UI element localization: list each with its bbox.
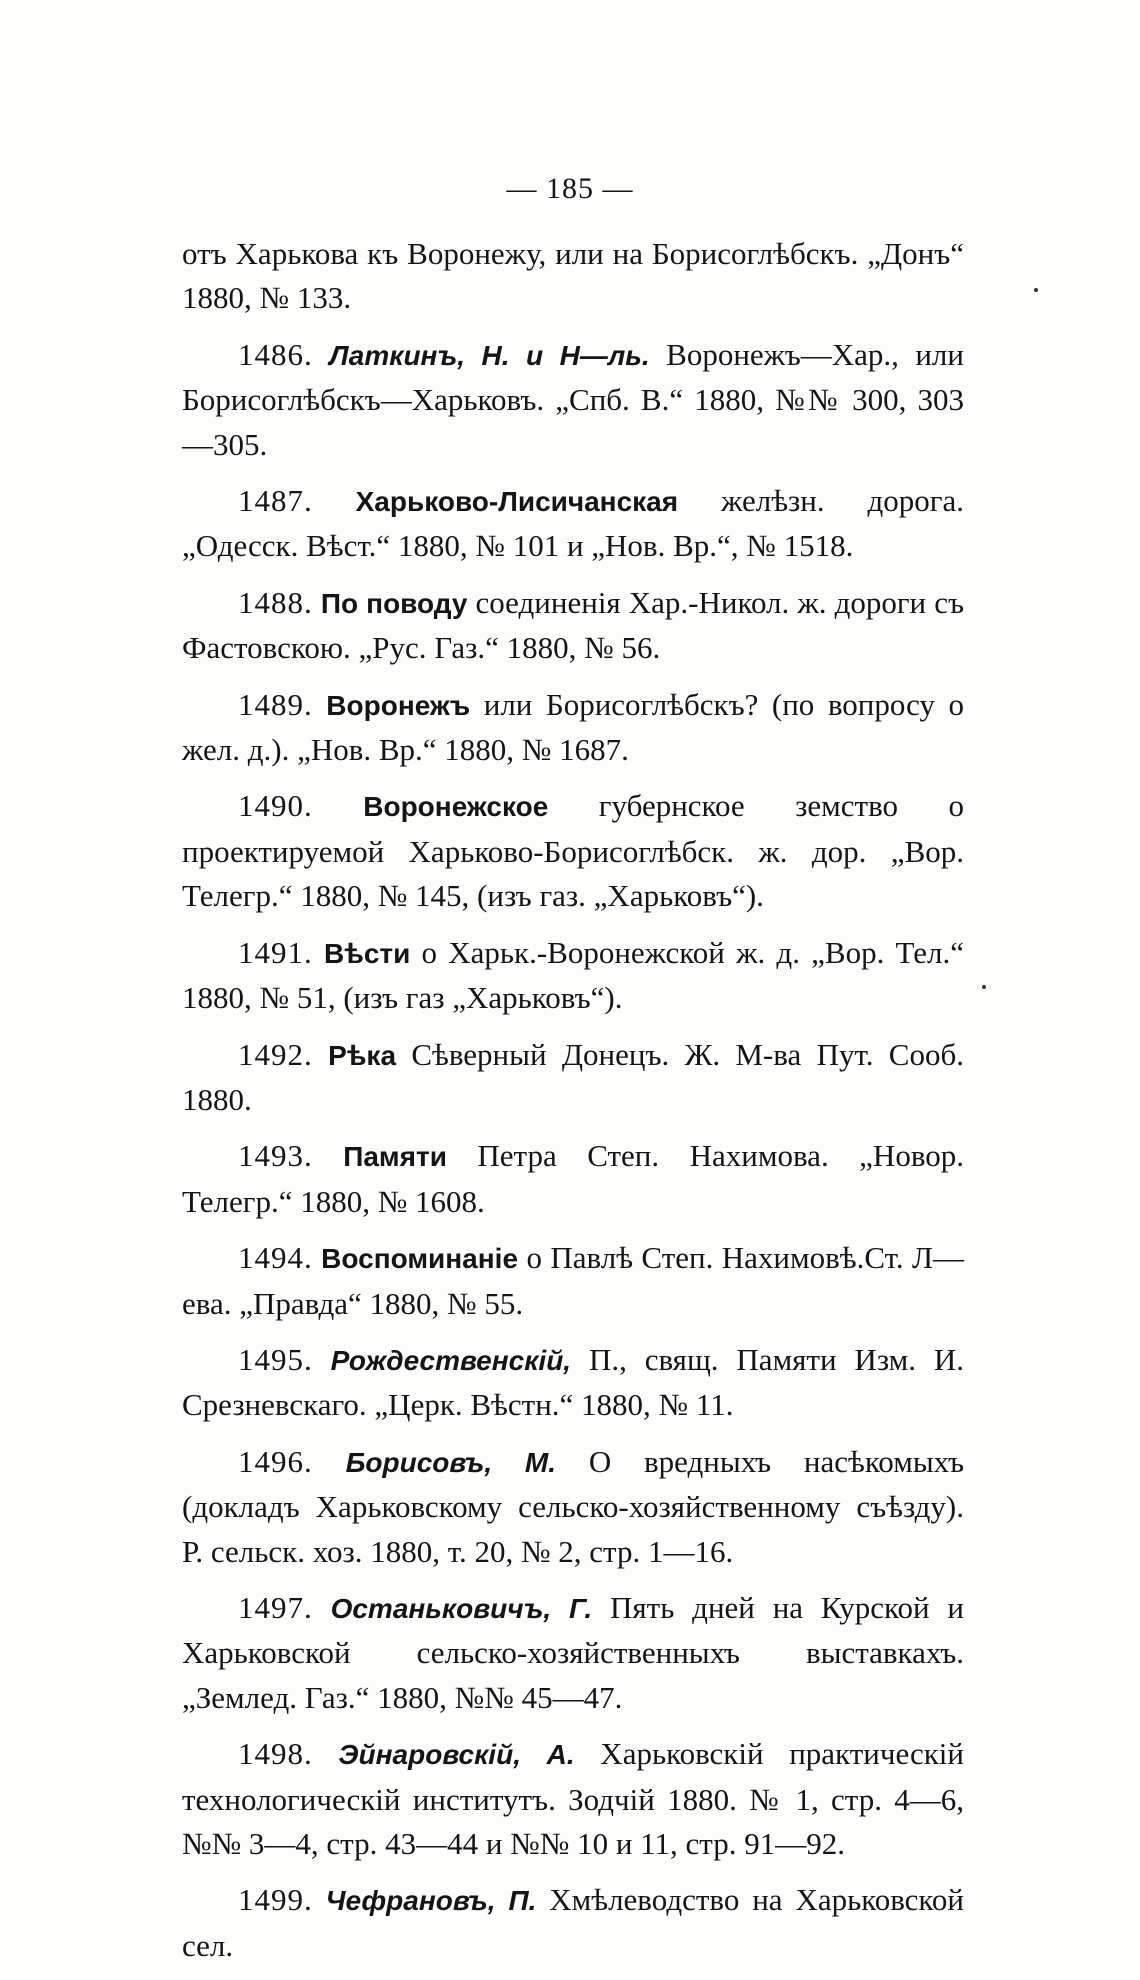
entry-text: Сѣверный Донецъ. Ж. М-ва Пут. Сооб. 1880.	[182, 1036, 964, 1117]
entry-text: или Борисоглѣбскъ? (по вопросу о жел. д.). „Нов. Вр.“ 1880, № 1687.	[182, 686, 964, 768]
entry-1487	[182, 479, 964, 569]
bibliography-text	[182, 232, 964, 1980]
entry-number: 1490.	[238, 788, 313, 824]
entry-number: 1495.	[238, 1341, 313, 1377]
entry-1499	[182, 1878, 964, 1968]
entry-1491	[182, 931, 964, 1021]
entry-1498	[182, 1732, 964, 1866]
entry-text: соединенія Хар.-Никол. ж. дороги съ Фастовскою. „Рус. Газ.“ 1880, № 56.	[182, 584, 965, 666]
entry-1490	[182, 784, 964, 918]
entry-author: Латкинъ, Н. и Н—ль.	[329, 339, 650, 371]
entry-text: о Павлѣ Степ. Нахимовѣ.Ст. Л—ева. „Правда“ 1880, № 55.	[182, 1240, 964, 1321]
entry-number: 1486.	[238, 336, 313, 372]
entry-lead: Харьково-Лисичанская	[355, 486, 679, 518]
entry-author: Эйнаровскій, А.	[338, 1739, 575, 1771]
entry-text: губернское земство о проектируемой Харьково-Борисоглѣбск. ж. дор. „Вор. Телегр.“ 1880, № 145, (изъ газ. „Харьковъ“).	[182, 788, 965, 914]
scan-speck	[1034, 288, 1038, 292]
entry-number: 1496.	[238, 1443, 313, 1479]
entry-lead: По поводу	[320, 587, 468, 619]
entry-number: 1487.	[238, 483, 313, 519]
entry-text: Воронежъ—Хар., или Борисоглѣбскъ—Харьковъ. „Спб. В.“ 1880, №№ 300, 303—305.	[182, 336, 964, 462]
entry-text: Харьковскій практическій технологическій институтъ. Зодчій 1880. № 1, стр. 4—6, №№ 3—4, стр. 43—44 и №№ 10 и 11, стр. 91—92.	[182, 1736, 964, 1861]
entry-lead: Воспоминаніе	[321, 1243, 519, 1275]
entry-1497	[182, 1586, 964, 1720]
entry-text: Петра Степ. Нахимова. „Новор. Телегр.“ 1880, № 1608.	[182, 1138, 964, 1219]
scan-speck	[982, 985, 986, 989]
entry-number: 1498.	[238, 1736, 313, 1772]
entry-number: 1493.	[238, 1138, 313, 1174]
entry-text: желѣзн. дорога. „Одесск. Вѣст.“ 1880, № 101 и „Нов. Вр.“, № 1518.	[182, 483, 964, 564]
entry-number: 1489.	[238, 686, 313, 722]
entry-number: 1491.	[238, 934, 313, 970]
entry-text: П., свящ. Памяти Изм. И. Срезневскаго. „Церк. Вѣстн.“ 1880, № 11.	[182, 1341, 964, 1423]
entry-number: 1499.	[238, 1882, 313, 1918]
entry-text: о Харьк.-Воронежской ж. д. „Вор. Тел.“ 1880, № 51, (изъ газ „Харьковъ“).	[182, 934, 965, 1016]
entry-author: Чефрановъ, П.	[325, 1885, 537, 1917]
entry-lead: Рѣка	[328, 1039, 397, 1071]
entry-lead: Вѣсти	[323, 937, 411, 969]
entry-1488	[182, 581, 964, 671]
entry-lead: Воронежъ	[326, 689, 471, 721]
entry-1495	[182, 1338, 964, 1428]
entry-number: 1497.	[238, 1589, 313, 1625]
entry-author: Останьковичъ, Г.	[330, 1592, 593, 1624]
entry-author: Рождественскій,	[330, 1344, 572, 1376]
entry-number: 1488.	[238, 584, 313, 620]
page-number: — 185 —	[506, 172, 634, 205]
entry-1489	[182, 683, 964, 773]
entry-lead: Воронежское	[363, 791, 549, 823]
entry-author: Борисовъ, М.	[345, 1446, 557, 1478]
entry-lead: Памяти	[343, 1141, 447, 1173]
entry-text: О вредныхъ насѣкомыхъ (докладъ Харьковскому сельско-хозяйственному съѣзду). Р. сельск. хоз. 1880, т. 20, № 2, стр. 1—16.	[182, 1443, 965, 1569]
entry-number: 1492.	[238, 1036, 313, 1072]
entry-1492	[182, 1033, 964, 1123]
entry-text: Хмѣлеводство на Харьковской сел.	[182, 1882, 965, 1963]
entry-1486	[182, 333, 964, 467]
entry-1493	[182, 1134, 964, 1224]
entry-number: 1494.	[238, 1240, 313, 1276]
entry-text: Пять дней на Курской и Харьковской сельско-хозяйственныхъ выставкахъ. „Землед. Газ.“ 1880, №№ 45—47.	[182, 1589, 964, 1715]
entry-1496	[182, 1440, 964, 1574]
continuation-paragraph: отъ Харькова къ Воронежу, или на Борисоглѣбскъ. „Донъ“ 1880, № 133.	[182, 236, 964, 316]
entry-1494	[182, 1236, 964, 1326]
